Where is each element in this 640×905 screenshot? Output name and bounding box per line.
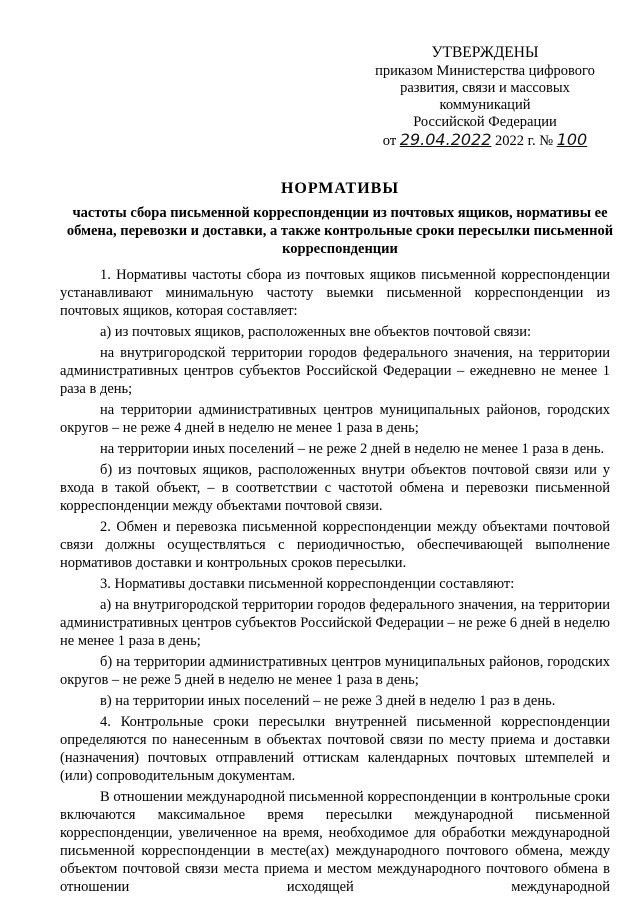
paragraph: 1. Нормативы частоты сбора из почтовых ящиков письменной корреспонденции устанавливают минимальную частоту выемки письменной корреспонденции из почтовых ящиков, которая составляет: — [60, 267, 610, 319]
approval-heading: УТВЕРЖДЕНЫ — [431, 44, 539, 61]
handwritten-number: 100 — [556, 130, 588, 149]
handwritten-date: 29.04.2022 — [399, 130, 492, 149]
paragraph: на внутригородской территории городов федерального значения, на территории административных центров субъектов Российской Федерации – ежедневно не менее 1 раза в день; — [60, 345, 610, 397]
paragraph: 4. Контрольные сроки пересылки внутренней письменной корреспонденции определяются по нанесенным в объектах почтовой связи по месту приема и доставки (назначения) почтовых отправлений оттискам календарных почтовых штемпелей и (или) сопроводительным документам. — [60, 714, 610, 784]
approval-line: Российской Федерации — [413, 114, 557, 130]
document-subtitle: частоты сбора письменной корреспонденции из почтовых ящиков, нормативы ее обмена, перевозки и доставки, а также контрольные сроки пересылки письменной корреспонденции — [66, 205, 614, 257]
approval-line: приказом Министерства цифрового — [375, 63, 595, 79]
approval-block — [360, 44, 610, 150]
date-prefix: от — [382, 133, 397, 149]
approval-line: развития, связи и массовых — [400, 80, 570, 96]
paragraph: б) из почтовых ящиков, расположенных внутри объектов почтовой связи или у входа в такой объект, – в соответствии с частотой обмена и перевозки письменной корреспонденции между объектами почтовой связи. — [60, 462, 610, 514]
paragraph: В отношении международной письменной корреспонденции в контрольные сроки включаются максимальное время пересылки международной письменной корреспонденции, увеличенное на время, необходимое для обработки международной письменной корреспонденции в месте(ах) международного почтового обмена, между объектом почтовой связи места приема и местом международного почтового обмена в отношении исходящей международной — [60, 789, 610, 895]
approval-date-line — [360, 131, 610, 150]
paragraph: а) на внутригородской территории городов федерального значения, на территории административных центров субъектов Российской Федерации – не реже 6 дней в неделю не менее 1 раза в день; — [60, 597, 610, 649]
year-suffix: 2022 г. № — [495, 133, 554, 149]
document-body — [60, 266, 610, 899]
document-title: НОРМАТИВЫ — [280, 180, 400, 197]
approval-line: коммуникаций — [439, 97, 531, 113]
paragraph: 3. Нормативы доставки письменной корреспонденции составляют: — [100, 576, 515, 592]
paragraph: 2. Обмен и перевозка письменной корреспонденции между объектами почтовой связи должны осуществляться с периодичностью, обеспечивающей выполнение нормативов доставки и контрольных сроков пересылки. — [60, 519, 610, 571]
paragraph: на территории иных поселений – не реже 2 дней в неделю не менее 1 раза в день. — [100, 441, 605, 457]
paragraph: б) на территории административных центров муниципальных районов, городских округов – не реже 5 дней в неделю не менее 1 раза в день; — [60, 654, 610, 688]
paragraph: а) из почтовых ящиков, расположенных вне объектов почтовой связи: — [100, 324, 532, 340]
paragraph: на территории административных центров муниципальных районов, городских округов – не реже 4 дней в неделю не менее 1 раза в день; — [60, 402, 610, 436]
document-title-block — [60, 180, 620, 258]
paragraph: в) на территории иных поселений – не реже 3 дней в неделю 1 раз в день. — [100, 693, 556, 709]
